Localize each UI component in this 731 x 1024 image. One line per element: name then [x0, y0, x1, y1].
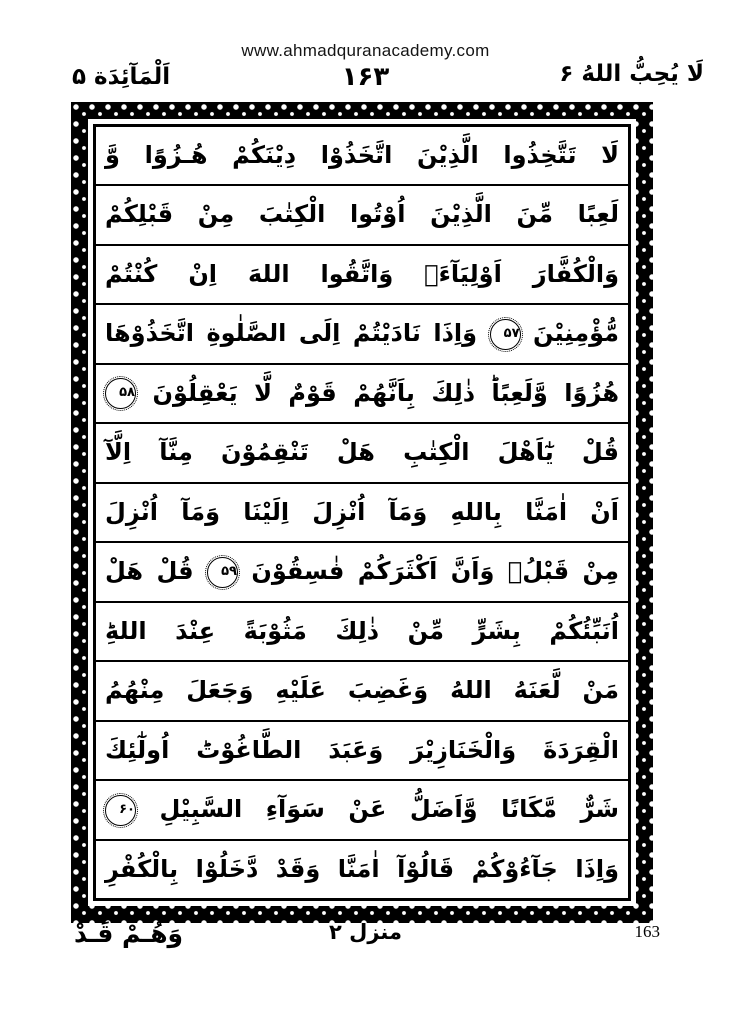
quran-line	[96, 543, 628, 602]
quran-line	[96, 841, 628, 898]
surah-name-label: اَلْمَآئِدَة ۵	[72, 64, 171, 90]
quran-line	[96, 365, 628, 424]
quran-text: وَاِذَا جَآءُوْكُمْ قَالُوْآ اٰمَنَّا وَقَدْ دَّخَلُوْا بِالْكُفْرِ	[105, 854, 619, 883]
quran-text: اَنْ اٰمَنَّا بِاللهِ وَمَآ اُنْزِلَ اِلَيْنَا وَمَآ اُنْزِلَ	[105, 497, 619, 526]
ayah-number-marker: ۵۸	[105, 378, 136, 409]
quran-line	[96, 662, 628, 721]
catchword: وَهُـمْ قَـدْ	[74, 919, 184, 948]
quran-text: الْقِرَدَةَ وَالْخَنَازِيْرَ وَعَبَدَ الطَّاغُوْتَؕ اُولٰٓئِكَ	[105, 735, 619, 764]
quran-text: هُزُوًا وَّلَعِبًاؕ ذٰلِكَ بِاَنَّهُمْ قَوْمٌ لَّا يَعْقِلُوْنَ	[152, 378, 620, 407]
quran-text: قُلْ يٰٓاَهْلَ الْكِتٰبِ هَلْ تَنْقِمُوْنَ مِنَّآ اِلَّآ	[105, 438, 619, 467]
quran-text: شَرٌّ مَّكَانًا وَّاَضَلُّ عَنْ سَوَآءِ السَّبِيْلِ	[159, 795, 620, 824]
quran-text: لَا تَتَّخِذُوا الَّذِيْنَ اتَّخَذُوْا دِيْنَكُمْ هُـزُوًا وَّ	[105, 141, 619, 169]
quran-text: مِنْ قَبْلُۙ وَاَنَّ اَكْثَرَكُمْ فٰسِقُوْنَ	[251, 557, 619, 586]
quran-line	[96, 722, 628, 781]
quran-line	[96, 127, 628, 186]
ornamental-border-frame	[71, 102, 653, 923]
quran-line	[96, 186, 628, 245]
quran-line	[96, 246, 628, 305]
quran-text: قُلْ هَلْ	[105, 557, 194, 586]
quran-text: مَنْ لَّعَنَهُ اللهُ وَغَضِبَ عَلَيْهِ وَجَعَلَ مِنْهُمُ	[105, 676, 619, 705]
quran-line	[96, 424, 628, 483]
quran-text: مُّؤْمِنِيْنَ	[533, 319, 619, 348]
manzil-label: منزل ۲	[329, 920, 402, 944]
quran-line	[96, 305, 628, 364]
quran-line	[96, 781, 628, 840]
website-url: www.ahmadquranacademy.com	[241, 41, 490, 60]
quran-line	[96, 603, 628, 662]
quran-text: وَالْكُفَّارَ اَوْلِيَآءَۚ وَاتَّقُوا اللهَ اِنْ كُنْتُمْ	[105, 259, 619, 288]
quran-line	[96, 484, 628, 543]
page-number-arabic: ۱۶۳	[341, 62, 390, 92]
quran-lines	[93, 124, 631, 901]
ayah-number-marker: ۵۷	[490, 319, 521, 350]
quran-text: لَعِبًا مِّنَ الَّذِيْنَ اُوْتُوا الْكِتٰبَ مِنْ قَبْلِكُمْ	[105, 200, 619, 229]
frame-gap	[88, 119, 636, 906]
juz-name-label: لَا يُحِبُّ اللهُ ۶	[559, 61, 704, 87]
quran-text: اُنَبِّئُكُمْ بِشَرٍّ مِّنْ ذٰلِكَ مَثُوْبَةً عِنْدَ اللهِؕ	[105, 616, 619, 645]
page-number: 163	[634, 922, 660, 941]
ayah-number-marker: ۵۹	[207, 557, 238, 588]
ayah-number-marker: ۶۰	[105, 795, 136, 826]
quran-text: وَاِذَا نَادَيْتُمْ اِلَى الصَّلٰوةِ اتَّخَذُوْهَا	[105, 319, 478, 348]
